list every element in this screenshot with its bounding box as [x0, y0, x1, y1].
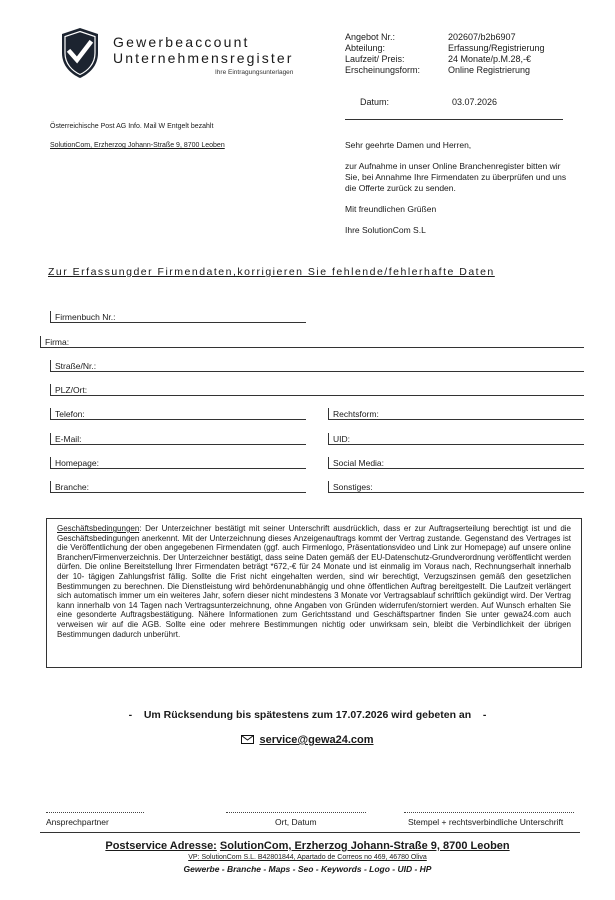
uid-field[interactable]: UID: [328, 433, 584, 445]
vp-line [0, 854, 615, 861]
postservice-label: Postservice Adresse: [105, 840, 217, 852]
signature-divider [40, 832, 580, 833]
logo-subline: Ihre Eintragungsunterlagen [215, 69, 294, 76]
envelope-icon [241, 735, 254, 744]
footer-tagline: Gewerbe - Branche - Maps - Seo - Keywords - Logo - UID - HP [183, 864, 432, 874]
email-field[interactable]: E-Mail: [50, 433, 306, 445]
cover-letter [345, 140, 575, 246]
letter-body: zur Aufnahme in unser Online Branchenregister bitten wir Sie, bei Annahme Ihre Firmendaten zu überprüfen und uns die Offerte zurück zu senden. [345, 161, 567, 193]
offer-number-value: 202607/b2b6907 [448, 32, 516, 42]
company-name-field[interactable]: Firma: [40, 336, 584, 348]
place-date-dotted-line [226, 812, 366, 813]
postservice-address-text: SolutionCom, Erzherzog Johann-Straße 9, 8700 Leoben [219, 840, 510, 852]
postservice-address [0, 840, 615, 852]
vp-line-text: VP: SolutionCom S.L. B42801844, Apartado de Correos no 469, 46780 Oliva [188, 854, 427, 861]
date-value: 03.07.2026 [452, 97, 498, 107]
terms-title: Geschäftsbedingungen [57, 524, 140, 533]
letter-signature: Ihre SolutionCom S.L [345, 225, 426, 235]
recipient-address: SolutionCom, Erzherzog Johann-Straße 9, 8700 Leoben [50, 142, 225, 149]
place-date-label: Ort, Datum [275, 817, 317, 827]
shield-check-logo-icon [60, 27, 100, 79]
term-price-value: 24 Monate/p.M.28,-€ [448, 54, 532, 64]
industry-field[interactable]: Branche: [50, 481, 306, 493]
contact-dotted-line [46, 812, 144, 813]
stamp-signature-label: Stempel + rechtsverbindliche Unterschrift [408, 817, 564, 827]
terms-box [46, 518, 582, 668]
return-note: - Um Rücksendung bis spätestens zum 17.07.2026 wird gebeten an - [128, 709, 487, 721]
return-email-row [0, 734, 615, 746]
offer-number-label: Angebot Nr.: [345, 32, 396, 42]
other-field[interactable]: Sonstiges: [328, 481, 584, 493]
stamp-dotted-line [404, 812, 574, 813]
return-email-link[interactable]: service@gewa24.com [259, 734, 374, 746]
legal-form-field[interactable]: Rechtsform: [328, 408, 584, 420]
logo-title-line1: Gewerbeaccount [113, 34, 250, 50]
contact-person-label: Ansprechpartner [46, 817, 109, 827]
letter-salutation: Sehr geehrte Damen und Herren, [345, 140, 472, 150]
term-price-label: Laufzeit/ Preis: [345, 54, 405, 64]
social-media-field[interactable]: Social Media: [328, 457, 584, 469]
publication-form-value: Online Registrierung [448, 65, 531, 75]
letter-closing: Mit freundlichen Grüßen [345, 204, 437, 214]
homepage-field[interactable]: Homepage: [50, 457, 306, 469]
logo-title-line2: Unternehmensregister [113, 50, 294, 66]
return-note-text: Um Rücksendung bis spätestens zum 17.07.2026 wird gebeten an [143, 709, 472, 721]
postcode-city-field[interactable]: PLZ/Ort: [50, 384, 584, 396]
department-value: Erfassung/Registrierung [448, 43, 545, 53]
street-field[interactable]: Straße/Nr.: [50, 360, 584, 372]
postage-sender-line: Österreichische Post AG Info. Mail W Entgelt bezahlt [50, 123, 214, 130]
phone-field[interactable]: Telefon: [50, 408, 306, 420]
date-label: Datum: [360, 97, 390, 107]
section-heading: Zur Erfassungder Firmendaten,korrigieren Sie fehlende/fehlerhafte Daten [48, 266, 495, 278]
terms-text: : Der Unterzeichner bestätigt mit seiner Unterschrift ausdrücklich, dass er zur Auftragserteilung berechtigt ist und die Geschäftsbedingungen anerkennt. Mit der Unterzeichnung dieses Anzeigenauftrags kommt der Vertrag zustande. Gegenstand des Vertrages ist die Veröffentlichung der oben angegebenen Firmendaten (ggf. auch Firmenlogo, Präsentationsvideo und Link zur Homepage) auf unsere online Branchen/Firmenverzeichnis. Der Unterzeichner bestätigt, dass seine Daten gemäß der EU-Datenschutz-Grundverordnung veröffentlicht werden dürfen. Die online Bereitstellung Ihrer Firmendaten beträgt *672,-€ für 24 Monate und ist einmalig im Voraus nach, Rechnungserhalt innerhalb der 10- tägigen Zahlungsfrist fällig. Sollte die Frist nicht eingehalten werden, sind wir berechtigt, Verzugszinsen gemäß den gesetzlichen Bestimmungen zu berechnen. Die Dienstleistung wird behördenunabhängig und ohne öffentlichen Auftrag bereitgestellt. Die Laufzeit verlängert sich automatisch immer um ein weiteres Jahr, sofern dieser nicht mindestens 3 Monate vor Vertragsablauf schriftlich gekündigt wird. Der Vertrag kann innerhalb von 14 Tagen nach Vertragsunterzeichnung, ohne Angaben von Gründen widerrufen/storniert werden. Auf Wunsch erhalten Sie eine gesonderte Auftragsbestätigung. Nähere Informationen zum Gerichtsstand und Geschäftspartner finden Sie unter gewa24.com auch verweisen wir auf die AGB. Sollte eine oder mehrere Bestimmungen nichtig oder unwirksam sein, bleibt die Verbindlichkeit der übrigen Bestimmungen dadurch unberührt. [57, 524, 571, 639]
department-label: Abteilung: [345, 43, 386, 53]
publication-form-label: Erscheinungsform: [345, 65, 421, 75]
date-divider [345, 119, 563, 120]
company-register-number-field[interactable]: Firmenbuch Nr.: [50, 311, 306, 323]
